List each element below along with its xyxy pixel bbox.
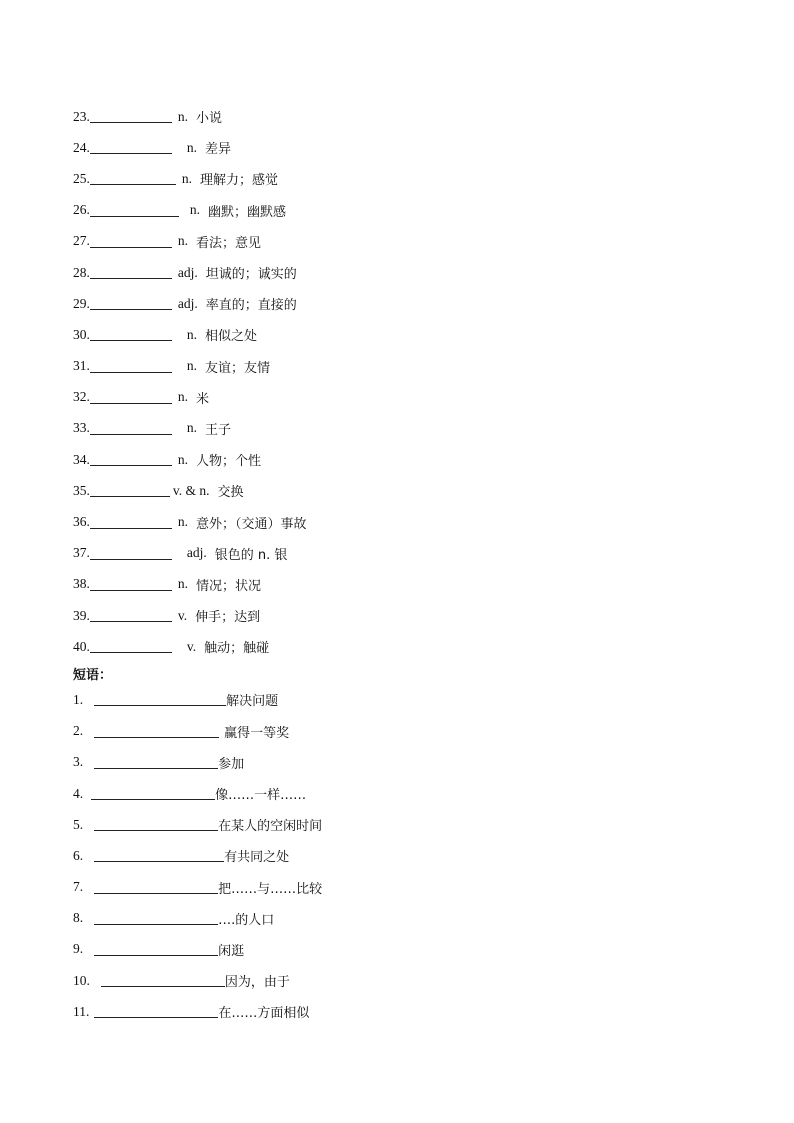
meaning: 差异 [205, 142, 232, 158]
part-of-speech: n. [181, 170, 192, 186]
phrase-meaning: 像……一样…… [215, 788, 307, 804]
answer-blank[interactable] [90, 391, 172, 404]
phrase-item [73, 809, 753, 840]
part-of-speech: adj. [177, 295, 198, 311]
answer-blank[interactable] [94, 725, 219, 738]
item-number: 29. [73, 295, 90, 311]
item-number: 26. [73, 202, 90, 218]
answer-blank[interactable] [94, 849, 224, 862]
phrase-meaning: ….的人口 [218, 912, 275, 928]
phrase-item [73, 747, 753, 778]
item-number: 8. [73, 910, 84, 926]
item-number: 27. [73, 233, 90, 249]
part-of-speech: n. [186, 139, 197, 155]
part-of-speech: adj. [186, 545, 207, 561]
phrase-meaning: 解决问题 [226, 694, 279, 710]
vocab-item [73, 413, 753, 444]
part-of-speech: n. [186, 326, 197, 342]
answer-blank[interactable] [90, 172, 176, 185]
phrase-meaning: 参加 [218, 756, 245, 772]
answer-blank[interactable] [90, 453, 172, 466]
part-of-speech: n. [177, 514, 188, 530]
phrase-meaning: 闲逛 [218, 943, 245, 959]
answer-blank[interactable] [90, 110, 172, 123]
part-of-speech: adj. [177, 264, 198, 280]
meaning: 坦诚的；诚实的 [205, 267, 297, 283]
item-number: 35. [73, 482, 90, 498]
answer-blank[interactable] [94, 881, 218, 894]
meaning: 触动；触碰 [204, 641, 270, 657]
phrase-item [73, 996, 753, 1027]
meaning: 米 [196, 391, 210, 407]
phrase-list [73, 684, 753, 1027]
vocab-item [73, 226, 753, 257]
answer-blank[interactable] [94, 693, 226, 706]
vocab-item [73, 101, 753, 132]
meaning: 交换 [217, 485, 244, 501]
meaning: 相似之处 [205, 329, 258, 345]
item-number: 11. [73, 1003, 90, 1019]
meaning: 率直的；直接的 [205, 298, 297, 314]
phrase-item [73, 778, 753, 809]
vocab-item [73, 444, 753, 475]
part-of-speech: v. & n. [172, 482, 210, 498]
meaning: 银色的 n. 银 [214, 547, 288, 563]
item-number: 24. [73, 139, 90, 155]
item-number: 3. [73, 754, 84, 770]
meaning: 王子 [205, 422, 232, 438]
vocab-item [73, 132, 753, 163]
vocab-item [73, 288, 753, 319]
meaning: 人物；个性 [196, 454, 262, 470]
answer-blank[interactable] [90, 609, 172, 622]
meaning: 小说 [196, 111, 223, 127]
vocab-item [73, 506, 753, 537]
meaning: 意外；（交通）事故 [196, 516, 307, 532]
phrase-meaning: 在……方面相似 [218, 1006, 310, 1022]
answer-blank[interactable] [90, 422, 172, 435]
vocab-item [73, 257, 753, 288]
part-of-speech: n. [177, 389, 188, 405]
answer-blank[interactable] [90, 640, 172, 653]
item-number: 38. [73, 576, 90, 592]
answer-blank[interactable] [94, 818, 218, 831]
part-of-speech: v. [177, 607, 188, 623]
phrase-item [73, 872, 753, 903]
item-number: 30. [73, 326, 90, 342]
vocab-item [73, 163, 753, 194]
vocab-item [73, 351, 753, 382]
phrase-item [73, 684, 753, 715]
answer-blank[interactable] [90, 141, 172, 154]
phrase-meaning: 赢得一等奖 [224, 725, 290, 741]
item-number: 36. [73, 514, 90, 530]
phrase-item [73, 903, 753, 934]
answer-blank[interactable] [90, 297, 172, 310]
phrase-item [73, 716, 753, 747]
answer-blank[interactable] [91, 787, 215, 800]
phrase-item [73, 934, 753, 965]
part-of-speech: n. [177, 108, 188, 124]
meaning: 伸手；达到 [195, 610, 261, 626]
item-number: 39. [73, 607, 90, 623]
part-of-speech: n. [189, 202, 200, 218]
answer-blank[interactable] [90, 547, 172, 560]
phrase-meaning: 有共同之处 [224, 850, 290, 866]
answer-blank[interactable] [94, 912, 218, 925]
answer-blank[interactable] [90, 360, 172, 373]
item-number: 33. [73, 420, 90, 436]
phrase-item [73, 965, 753, 996]
worksheet [73, 101, 753, 1027]
answer-blank[interactable] [90, 484, 170, 497]
meaning: 看法；意见 [196, 235, 262, 251]
answer-blank[interactable] [90, 204, 179, 217]
meaning: 理解力；感觉 [200, 173, 279, 189]
item-number: 2. [73, 723, 84, 739]
phrases-heading: 短语： [73, 667, 113, 683]
phrase-meaning: 在某人的空闲时间 [218, 819, 323, 835]
vocab-item [73, 569, 753, 600]
part-of-speech: n. [177, 233, 188, 249]
answer-blank[interactable] [94, 943, 218, 956]
answer-blank[interactable] [90, 266, 172, 279]
item-number: 34. [73, 451, 90, 467]
vocab-item [73, 319, 753, 350]
answer-blank[interactable] [94, 1005, 218, 1018]
item-number: 1. [73, 691, 84, 707]
meaning: 友谊；友情 [205, 360, 271, 376]
answer-blank[interactable] [90, 578, 172, 591]
item-number: 23. [73, 108, 90, 124]
item-number: 28. [73, 264, 90, 280]
part-of-speech: n. [186, 420, 197, 436]
meaning: 情况；状况 [196, 578, 262, 594]
vocab-item [73, 475, 753, 506]
item-number: 5. [73, 816, 84, 832]
vocab-item [73, 195, 753, 226]
item-number: 7. [73, 879, 84, 895]
vocab-item [73, 382, 753, 413]
item-number: 9. [73, 941, 84, 957]
item-number: 32. [73, 389, 90, 405]
answer-blank[interactable] [90, 516, 172, 529]
answer-blank[interactable] [90, 328, 172, 341]
item-number: 4. [73, 785, 84, 801]
item-number: 25. [73, 170, 90, 186]
item-number: 10. [73, 972, 90, 988]
answer-blank[interactable] [90, 235, 172, 248]
part-of-speech: n. [177, 451, 188, 467]
answer-blank[interactable] [94, 756, 218, 769]
phrase-item [73, 840, 753, 871]
item-number: 6. [73, 847, 84, 863]
vocab-item [73, 600, 753, 631]
answer-blank[interactable] [101, 974, 225, 987]
part-of-speech: v. [186, 638, 197, 654]
vocabulary-list [73, 101, 753, 662]
item-number: 31. [73, 358, 90, 374]
meaning: 幽默；幽默感 [208, 204, 287, 220]
item-number: 40. [73, 638, 90, 654]
phrase-meaning: 因为，由于 [224, 975, 290, 991]
phrase-meaning: 把……与……比较 [218, 881, 323, 897]
vocab-item [73, 538, 753, 569]
part-of-speech: n. [186, 358, 197, 374]
part-of-speech: n. [177, 576, 188, 592]
vocab-item [73, 631, 753, 662]
item-number: 37. [73, 545, 90, 561]
